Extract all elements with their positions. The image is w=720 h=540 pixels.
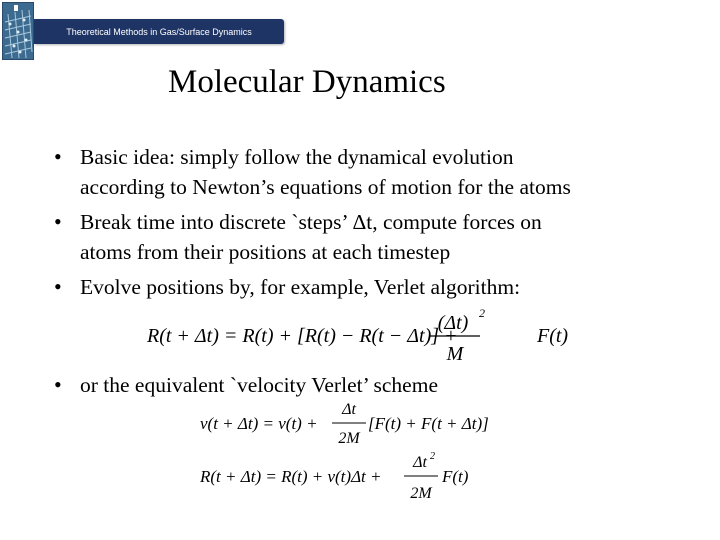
bullet-marker: •	[54, 209, 62, 234]
verlet-den: M	[446, 343, 464, 365]
vv-velocity-rhs: [F(t) + F(t + Δt)]	[368, 414, 489, 433]
vv-position-num-sup: 2	[430, 452, 435, 462]
verlet-equation	[145, 305, 585, 370]
vv-position-rhs: F(t)	[442, 467, 469, 486]
verlet-rhs: F(t)	[537, 325, 569, 347]
verlet-num: (Δt)	[437, 312, 469, 334]
vv-position-num: Δt	[413, 454, 427, 471]
bullet-3-line-1: Evolve positions by, for example, Verlet algorithm:	[80, 275, 521, 299]
banner-text: Theoretical Methods in Gas/Surface Dynamics	[66, 26, 252, 37]
bullet-4-line-1: or the equivalent `velocity Verlet’ scheme	[80, 373, 438, 397]
bullet-2-line-1: Break time into discrete `steps’ Δt, compute forces on	[80, 210, 542, 234]
slide-title: Molecular Dynamics	[168, 64, 446, 100]
vv-velocity-den: 2M	[338, 430, 360, 447]
verlet-lhs: R(t + Δt) = R(t) + [R(t) − R(t − Δt)] +	[147, 325, 458, 347]
institute-logo	[2, 2, 34, 60]
bullet-marker: •	[54, 144, 62, 169]
bullet-marker: •	[54, 372, 62, 397]
bullet-2-line-2: atoms from their positions at each timestep	[80, 240, 451, 264]
vv-position-den: 2M	[410, 485, 432, 502]
velocity-verlet-velocity-equation	[198, 398, 518, 455]
verlet-num-sup: 2	[479, 306, 485, 320]
bullet-marker: •	[54, 274, 62, 299]
bullet-1-line-2: according to Newton’s equations of motion for the atoms	[80, 175, 571, 199]
vv-velocity-lhs: v(t + Δt) = v(t) +	[200, 414, 318, 433]
header-banner	[34, 19, 284, 44]
vv-velocity-num: Δt	[342, 401, 356, 418]
bullet-1-line-1: Basic idea: simply follow the dynamical evolution	[80, 145, 514, 169]
velocity-verlet-position-equation	[198, 452, 498, 509]
vv-position-lhs: R(t + Δt) = R(t) + v(t)Δt +	[200, 467, 382, 486]
